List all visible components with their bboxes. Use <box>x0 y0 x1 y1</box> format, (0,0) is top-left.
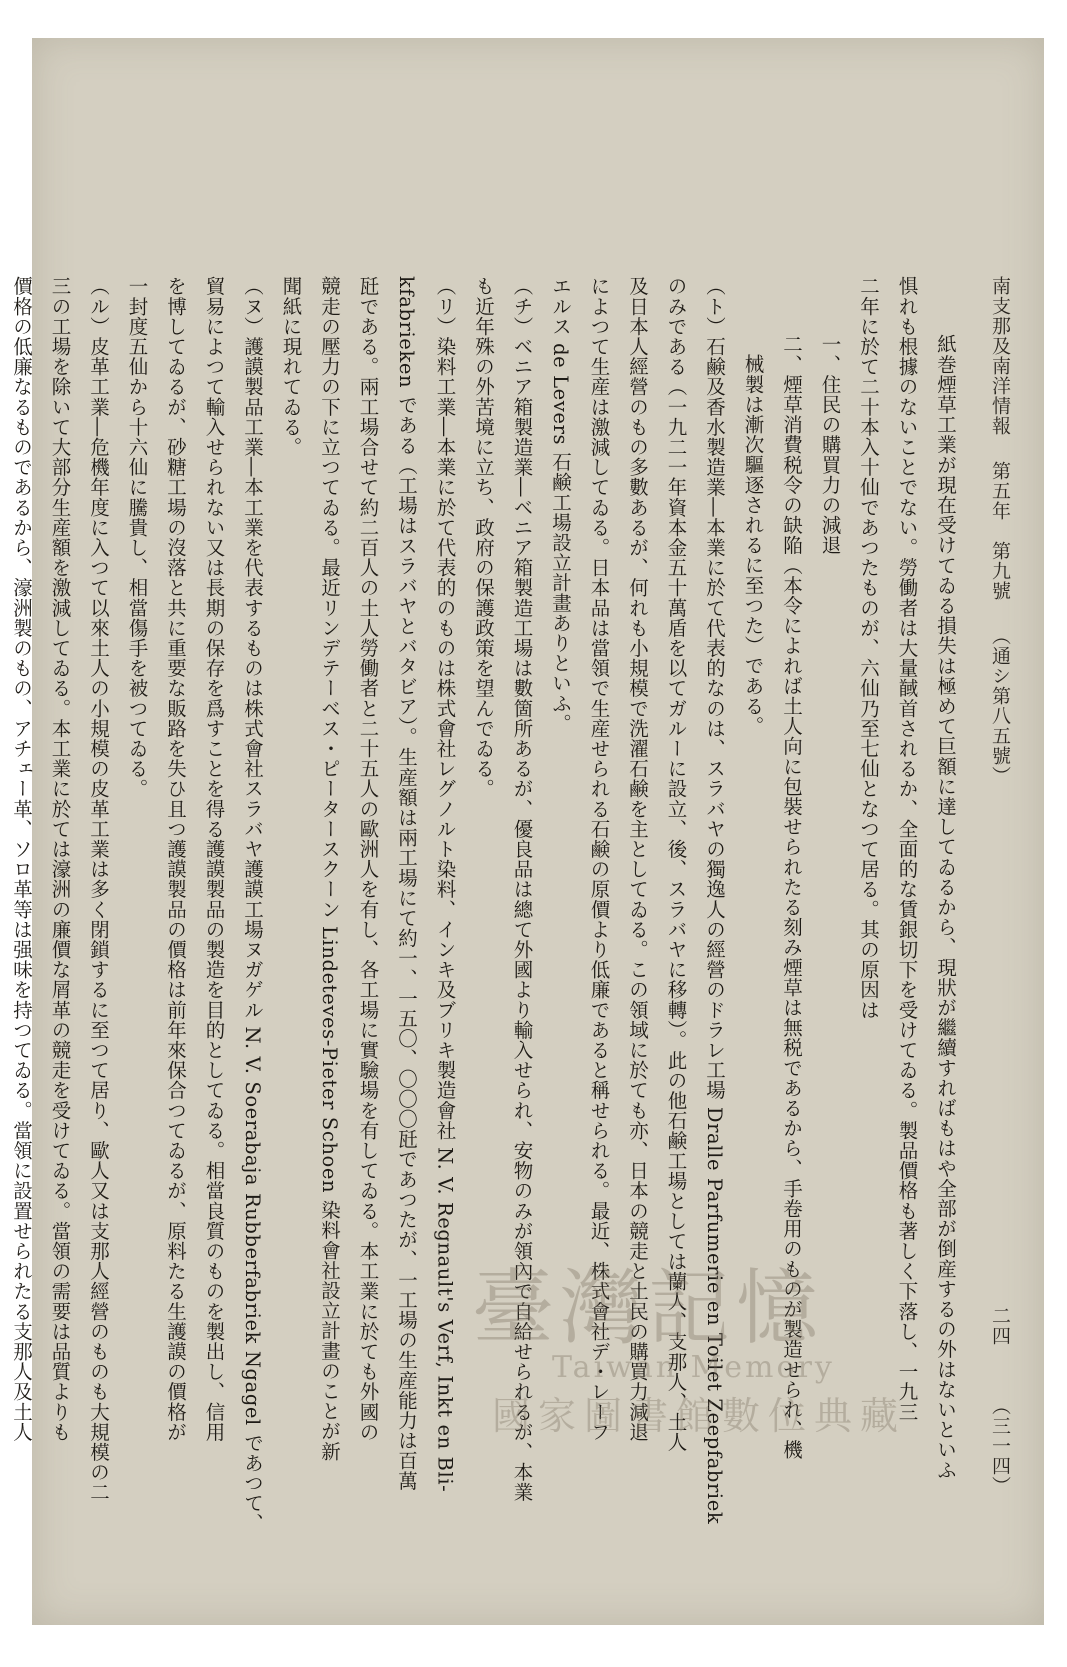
text-column: 聞紙に現れてゐる。 <box>279 276 303 457</box>
text-column: （ル）皮革工業―危機年度に入つて以來土人の小規模の皮革工業は多く閉鎖するに至つて居り、歐人又は支那人經營のものも大規模の二 <box>87 276 110 1503</box>
watermark-sub: Taiwan Memory <box>552 1350 835 1385</box>
text-column: kfabrieken である（工場はスラバヤとバタビア）。生産額は兩工場にて約一、一五〇、〇〇〇瓩であつたが、一工場の生産能力は百萬 <box>395 276 418 1491</box>
text-column: 一封度五仙から十六仙に騰貴し、相當傷手を被つてゐる。 <box>125 276 149 799</box>
text-column: 瓩である。兩工場合せて約二百人の土人勞働者と二十五人の歐洲人を有し、各工場に實驗場を有してゐる。本工業に於ても外國の <box>356 276 380 1442</box>
watermark-main: 臺灣記憶 <box>472 1261 825 1356</box>
text-column: も近年殊の外苦境に立ち、政府の保護政策を望んでゐる。 <box>472 276 495 799</box>
text-column: 三の工場を除いて大部分生産額を激減してゐる。本工業に於ては濠洲の廉價な屑革の競走を受けてゐる。當領の需要は品質よりも <box>48 276 72 1442</box>
text-column: （リ）染料工業―本業に於て代表的のものは株式會社レグノルト染料、インキ及ブリキ製造會社 N. V. Regnault's Verf, Inkt en Bli- <box>433 276 457 1493</box>
text-column: 二年に於て二十本入十仙であつたものが、六仙乃至七仙となつて居る。其の原因は <box>857 276 880 1020</box>
text-column: 價格の低廉なるものであるから、濠洲製のもの、アチェー革、ソロ革等は强味を持つてゐる。當領に設置せられたる支那人及土人 <box>10 276 33 1442</box>
text-column: 紙巻煙草工業が現在受けてゐる損失は極めて巨額に達してゐるから、現狀が繼續すればもはや全部が倒産するの外はないといふ <box>934 334 957 1480</box>
issue-number: 第五年 第九號 <box>989 461 1011 602</box>
text-column: エルス de Levers 石鹸工場設立計畫ありといふ。 <box>549 276 572 734</box>
text-column: 械製は漸次驅逐されるに至つた）である。 <box>741 354 765 736</box>
document-page <box>10 38 1044 1625</box>
volume-total: （通シ第八五號） <box>989 626 1011 787</box>
text-column: 競走の壓力の下に立つてゐる。最近リンデテーベス・ピータースクーン Lindeteves-Pieter Schoen 染料會社設立計畫のことが新 <box>318 276 341 1462</box>
text-column: 一、住民の購買力の減退 <box>818 334 842 556</box>
text-column: を博してゐるが、砂糖工場の沒落と共に重要な販路を失ひ且つ護謨製品の價格は前年來保合つてゐるが、原料たる生護謨の價格が <box>164 276 187 1442</box>
watermark-foot: 國家圖書館數位典藏 <box>492 1394 907 1438</box>
text-column: 惧れも根據のないことでない。勞働者は大量馘首されるか、全面的な賃銀切下を受けてゐる。製品價格も著しく下落し、一九三 <box>895 276 919 1422</box>
text-column: 貿易によつて輸入せられない又は長期の保存を爲すことを得る護謨製品の製造を目的としてゐる。相當良質のものを製出し、信用 <box>202 276 226 1442</box>
text-column: 二、煙草消費税令の缺陥（本令によれば土人向に包裝せられたる刻み煙草は無税であるから、手卷用のものが製造せられ、機 <box>780 334 803 1460</box>
text-column: （ヌ）護謨製品工業―本工業を代表するものは株式會社スラバヤ護謨工場ヌガゲル N. V. Soerabaja Rubberfabriek Ngagel であつて、 <box>241 276 264 1534</box>
text-column: 及日本人經營のもの多數あるが、何れも小規模で洗濯石鹸を主としてゐる。この領域に於ても亦、日本の競走と土民の購買力減退 <box>626 276 649 1442</box>
text-column: によつて生産は激減してゐる。日本品は當領で生産せられる石鹸の原價より低廉であると稱せられる。最近、株式會社デ・レーフ <box>587 276 611 1442</box>
text-column: （チ）ベニア箱製造業―ベニア箱製造工場は數箇所あるが、優良品は總て外國より輸入せられ、安物のみが領內で自給せられるが、本業 <box>510 276 534 1503</box>
publication-title: 南支那及南洋情報 <box>989 276 1011 436</box>
library-watermark <box>472 1243 992 1443</box>
page-number: 二四 <box>989 1306 1011 1346</box>
text-column: （ト）石鹸及香水製造業―本業に於て代表的なのは、スラバヤの獨逸人の經營のドラレ工場 Dralle Parfumerie en Toilet Zeepfabriek <box>703 276 726 1525</box>
page-number-alt: （三一四） <box>989 1396 1011 1496</box>
text-column: のみである（一九二一年資本金五十萬盾を以てガルーに設立、後、スラバヤに移轉）。此の他石鹸工場としては蘭人、支那人、土人 <box>664 276 688 1453</box>
